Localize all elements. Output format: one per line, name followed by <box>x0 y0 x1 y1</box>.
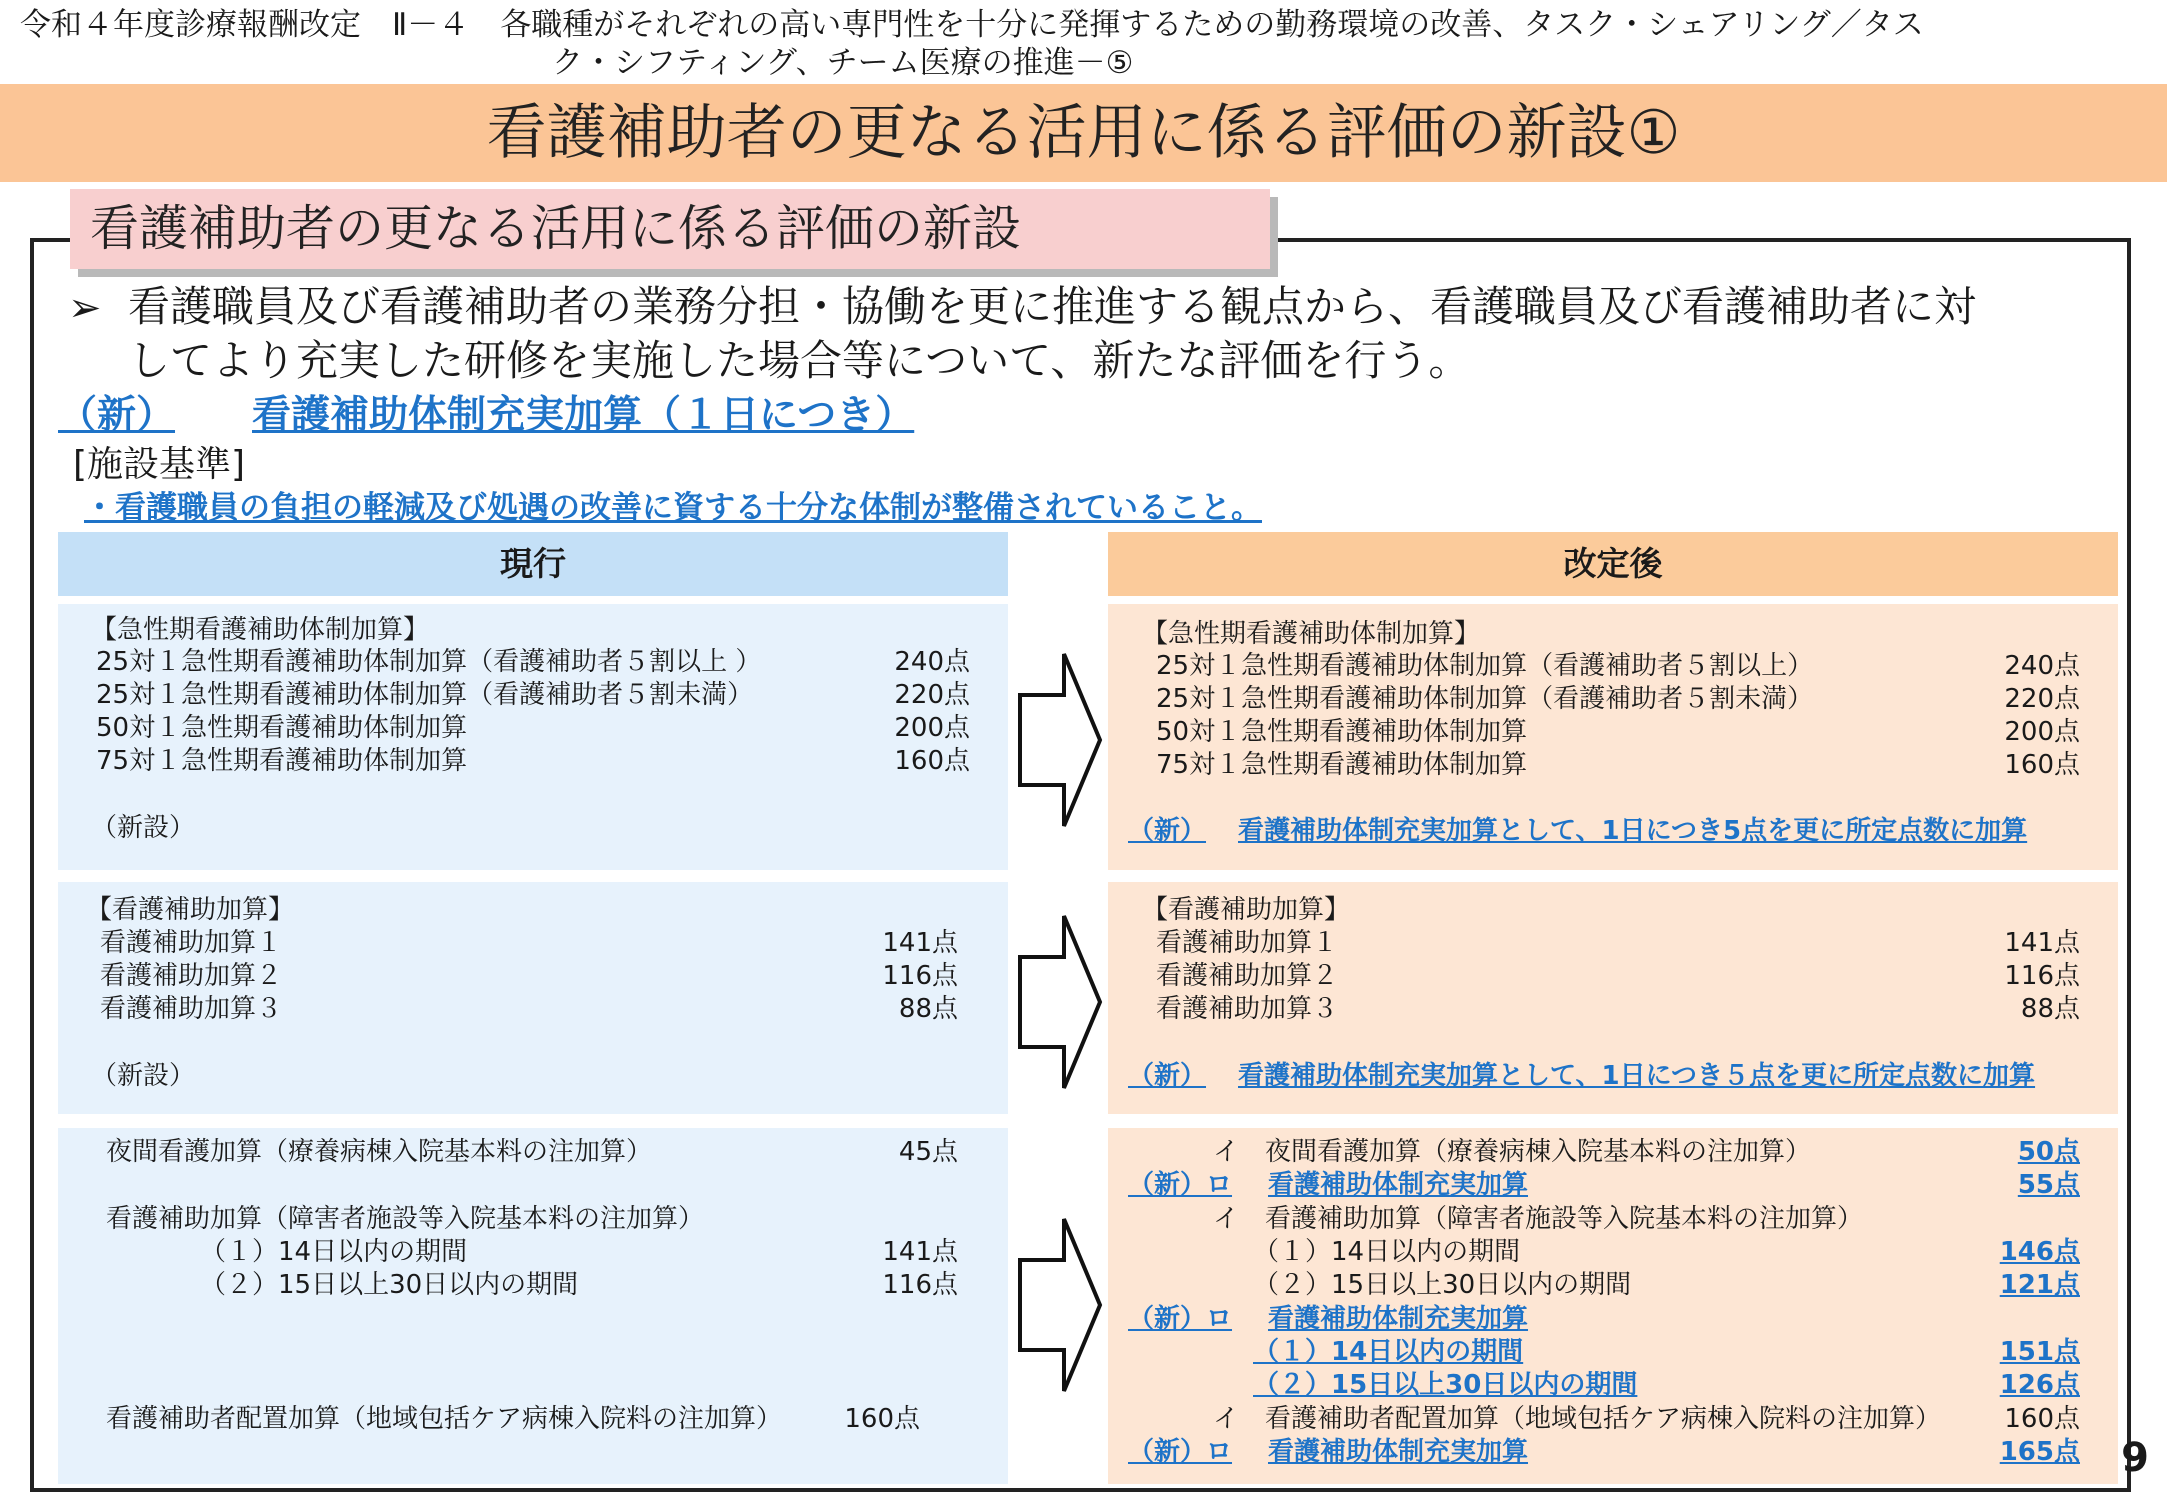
new-tag-heading: （新） <box>58 393 176 438</box>
row-label: 看護補助体制充実加算 <box>1268 1437 1529 1467</box>
row-label: 夜間看護加算（療養病棟入院基本料の注加算） <box>106 1137 653 1167</box>
row-points: 200点 <box>2004 717 2080 747</box>
new-addition-text: 看護補助体制充実加算として、1日につき5点を更に所定点数に加算 <box>1238 816 2028 846</box>
column-revised: 改定後 <box>1108 532 2118 596</box>
row-points: 116点 <box>882 1270 958 1300</box>
row-label: イ 夜間看護加算（療養病棟入院基本料の注加算） <box>1213 1137 1812 1167</box>
arrow-right-icon <box>1016 650 1104 830</box>
row-points: 50点 <box>2017 1137 2080 1167</box>
bullet-arrow-icon: ➢ <box>68 285 102 331</box>
row-label: （２）15日以上30日以内の期間 <box>1253 1370 1638 1400</box>
row-label: 50対１急性期看護補助体制加算 <box>1156 717 1528 747</box>
row-points: 116点 <box>882 961 958 991</box>
row-points: 160点 <box>2004 750 2080 780</box>
page-title: 看護補助者の更なる活用に係る評価の新設① <box>486 98 1681 168</box>
column-current: 現行 <box>58 532 1008 596</box>
row-label: 看護補助体制充実加算 <box>1268 1304 1529 1334</box>
new-tag: （新）ロ <box>1128 1170 1233 1200</box>
row-points: 141点 <box>882 928 958 958</box>
row-label: 50対１急性期看護補助体制加算 <box>96 713 468 743</box>
new-note: （新設） <box>91 1061 196 1091</box>
row-label: 看護補助加算２ <box>100 961 283 991</box>
row-label: イ 看護補助者配置加算（地域包括ケア病棟入院料の注加算） <box>1213 1404 1942 1434</box>
current-box-acute <box>58 604 1008 870</box>
new-addition-text: 看護補助体制充実加算として、1日につき５点を更に所定点数に加算 <box>1238 1061 2036 1091</box>
row-points: 126点 <box>1999 1370 2080 1400</box>
row-label: 看護補助加算１ <box>100 928 283 958</box>
row-points: 151点 <box>1999 1337 2080 1367</box>
row-points: 160点 <box>894 746 970 776</box>
criteria-text: ・看護職員の負担の軽減及び処遇の改善に資する十分な体制が整備されていること。 <box>84 490 1262 526</box>
page-number: 9 <box>2121 1435 2149 1481</box>
row-points: 160点 <box>844 1404 920 1434</box>
new-tag: （新）ロ <box>1128 1304 1233 1334</box>
bullet-line-1: 看護職員及び看護補助者の業務分担・協働を更に推進する観点から、看護職員及び看護補助者に対 <box>128 282 1977 331</box>
row-label: 25対１急性期看護補助体制加算（看護補助者５割未満） <box>96 680 754 710</box>
current-box-other <box>58 1128 1008 1484</box>
row-label: （１）14日以内の期間 <box>1253 1337 1524 1367</box>
row-label: （２）15日以上30日以内の期間 <box>1253 1270 1632 1300</box>
new-tag: （新） <box>1128 816 1207 846</box>
header-line-1: 令和４年度診療報酬改定 Ⅱ－４ 各職種がそれぞれの高い専門性を十分に発揮するための勤務環境の改善、タスク・シェアリング／タス <box>20 7 1924 43</box>
box-title: 【急性期看護補助体制加算】 <box>91 615 430 645</box>
row-label: 75対１急性期看護補助体制加算 <box>96 746 468 776</box>
revised-box-nursing-assist <box>1108 882 2118 1114</box>
row-points: 116点 <box>2004 961 2080 991</box>
arrow-right-icon <box>1016 912 1104 1092</box>
row-points: 160点 <box>2004 1404 2080 1434</box>
row-label: 25対１急性期看護補助体制加算（看護補助者５割以上） <box>1156 651 1814 681</box>
revised-box-acute <box>1108 604 2118 870</box>
new-tag: （新） <box>1128 1061 1207 1091</box>
arrow-right-icon <box>1016 1215 1104 1395</box>
row-points: 141点 <box>882 1237 958 1267</box>
row-label: （１）14日以内の期間 <box>200 1237 468 1267</box>
header-line-2: ク・シフティング、チーム医療の推進－⑤ <box>552 45 1134 81</box>
row-points: 220点 <box>894 680 970 710</box>
row-label: 看護補助加算３ <box>100 994 283 1024</box>
row-label: 看護補助体制充実加算 <box>1268 1170 1529 1200</box>
row-label: 看護補助者配置加算（地域包括ケア病棟入院料の注加算） <box>106 1404 783 1434</box>
row-label: 看護補助加算（障害者施設等入院基本料の注加算） <box>106 1204 705 1234</box>
new-tag: （新）ロ <box>1128 1437 1233 1467</box>
revised-box-other <box>1108 1128 2118 1484</box>
row-label: （１）14日以内の期間 <box>1253 1237 1521 1267</box>
row-points: 88点 <box>2020 994 2080 1024</box>
row-label: 75対１急性期看護補助体制加算 <box>1156 750 1528 780</box>
bullet-line-2: してより充実した研修を実施した場合等について、新たな評価を行う。 <box>128 336 1471 385</box>
box-title: 【急性期看護補助体制加算】 <box>1142 619 1481 649</box>
row-points: 240点 <box>894 647 970 677</box>
criteria-heading: [施設基準] <box>73 444 246 485</box>
subtitle: 看護補助者の更なる活用に係る評価の新設 <box>90 200 1022 257</box>
row-label: 看護補助加算１ <box>1156 928 1339 958</box>
box-title: 【看護補助加算】 <box>86 895 295 925</box>
new-note: （新設） <box>91 813 196 843</box>
row-label: 25対１急性期看護補助体制加算（看護補助者５割以上 ） <box>96 647 762 677</box>
box-title: 【看護補助加算】 <box>1142 895 1351 925</box>
row-points: 220点 <box>2004 684 2080 714</box>
row-points: 121点 <box>1999 1270 2080 1300</box>
current-box-nursing-assist <box>58 882 1008 1114</box>
row-points: 200点 <box>894 713 970 743</box>
row-label: 25対１急性期看護補助体制加算（看護補助者５割未満） <box>1156 684 1814 714</box>
row-label: （２）15日以上30日以内の期間 <box>200 1270 579 1300</box>
row-points: 55点 <box>2017 1170 2080 1200</box>
row-label: 看護補助加算２ <box>1156 961 1339 991</box>
row-points: 146点 <box>1999 1237 2080 1267</box>
row-label: 看護補助加算３ <box>1156 994 1339 1024</box>
row-label: イ 看護補助加算（障害者施設等入院基本料の注加算） <box>1213 1204 1864 1234</box>
row-points: 88点 <box>898 994 958 1024</box>
row-points: 240点 <box>2004 651 2080 681</box>
row-points: 165点 <box>1999 1437 2080 1467</box>
row-points: 45点 <box>898 1137 958 1167</box>
row-points: 141点 <box>2004 928 2080 958</box>
new-item-name: 看護補助体制充実加算（１日につき） <box>252 393 915 438</box>
